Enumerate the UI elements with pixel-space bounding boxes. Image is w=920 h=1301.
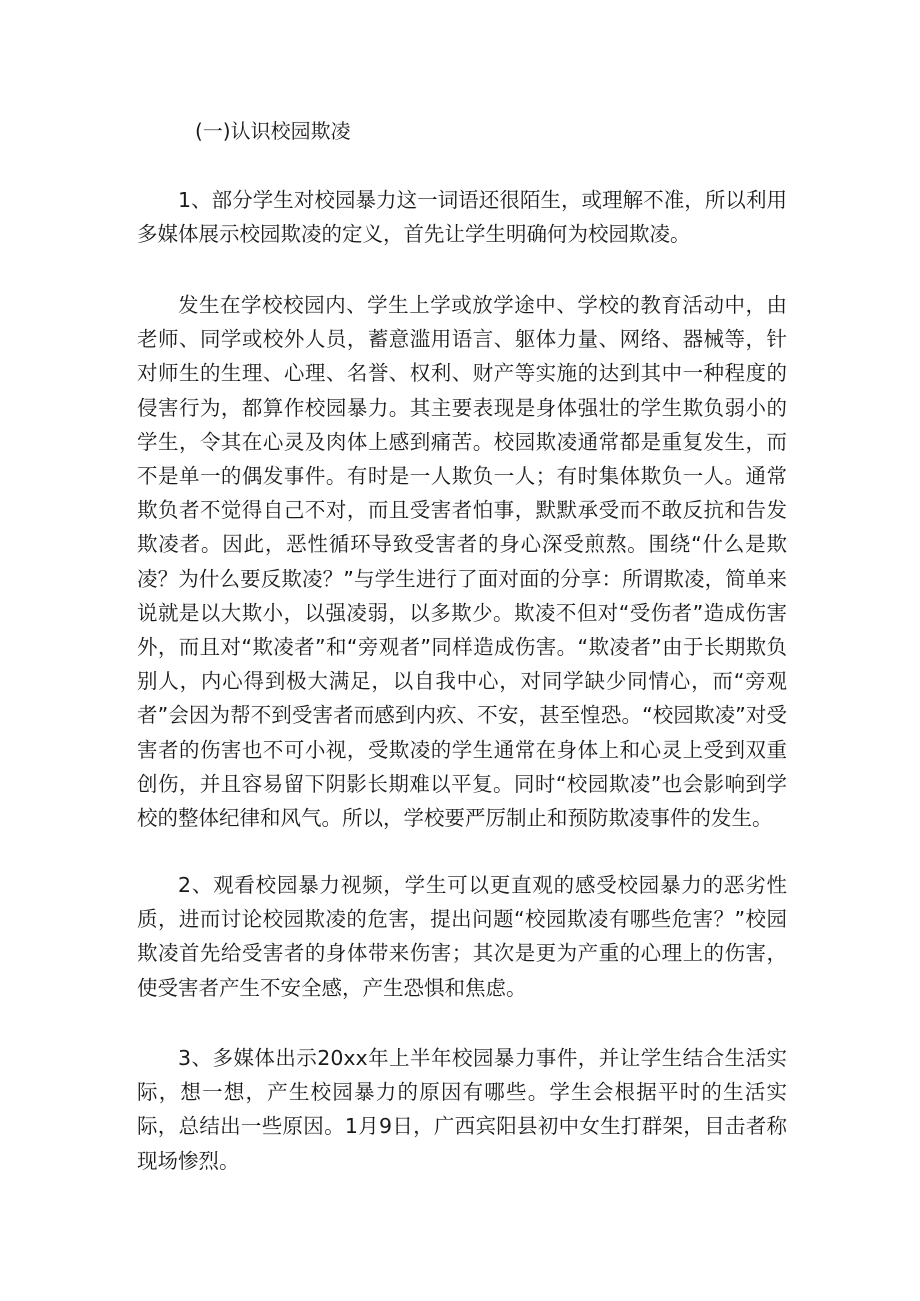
paragraph-2: 发生在学校校园内、学生上学或放学途中、学校的教育活动中，由老师、同学或校外人员，蓄意滥用语言、躯体力量、网络、器械等，针对师生的生理、心理、名誉、权利、财产等实施的达到其中一种程度的侵害行为，都算作校园暴力。其主要表现是身体强壮的学生欺负弱小的学生，令其在心灵及肉体上感到痛苦。校园欺凌通常都是重复发生，而不是单一的偶发事件。有时是一人欺负一人；有时集体欺负一人。通常欺负者不觉得自己不对，而且受害者怕事，默默承受而不敢反抗和告发欺凌者。因此，恶性循环导致受害者的身心深受煎熬。围绕“什么是欺凌？为什么要反欺凌？”与学生进行了面对面的分享：所谓欺凌，简单来说就是以大欺小，以强凌弱，以多欺少。欺凌不但对“受伤者”造成伤害外，而且对“欺凌者”和“旁观者”同样造成伤害。“欺凌者”由于长期欺负别人，内心得到极大满足，以自我中心，对同学缺少同情心，而“旁观者”会因为帮不到受害者而感到内疚、不安，甚至惶恐。“校园欺凌”对受害者的伤害也不可小视，受欺凌的学生通常在身体上和心灵上受到双重创伤，并且容易留下阴影长期难以平复。同时“校园欺凌”也会影响到学校的整体纪律和风气。所以，学校要严厉制止和预防欺凌事件的发生。 — [137, 293, 787, 831]
paragraph-4: 3、多媒体出示20xx年上半年校园暴力事件，并让学生结合生活实际，想一想，产生校园暴力的原因有哪些。学生会根据平时的生活实际，总结出一些原因。1月9日，广西宾阳县初中女生打群架，目击者称现场惨烈。 — [137, 1046, 787, 1173]
section-heading: (一)认识校园欺凌 — [195, 119, 351, 143]
paragraph-3: 2、观看校园暴力视频，学生可以更直观的感受校园暴力的恶劣性质，进而讨论校园欺凌的危害，提出问题“校园欺凌有哪些危害？”校园欺凌首先给受害者的身体带来伤害；其次是更为产重的心理上的伤害，使受害者产生不安全感，产生恐惧和焦虑。 — [137, 873, 787, 1000]
paragraph-1: 1、部分学生对校园暴力这一词语还很陌生，或理解不准，所以利用多媒体展示校园欺凌的定义，首先让学生明确何为校园欺凌。 — [137, 188, 787, 247]
